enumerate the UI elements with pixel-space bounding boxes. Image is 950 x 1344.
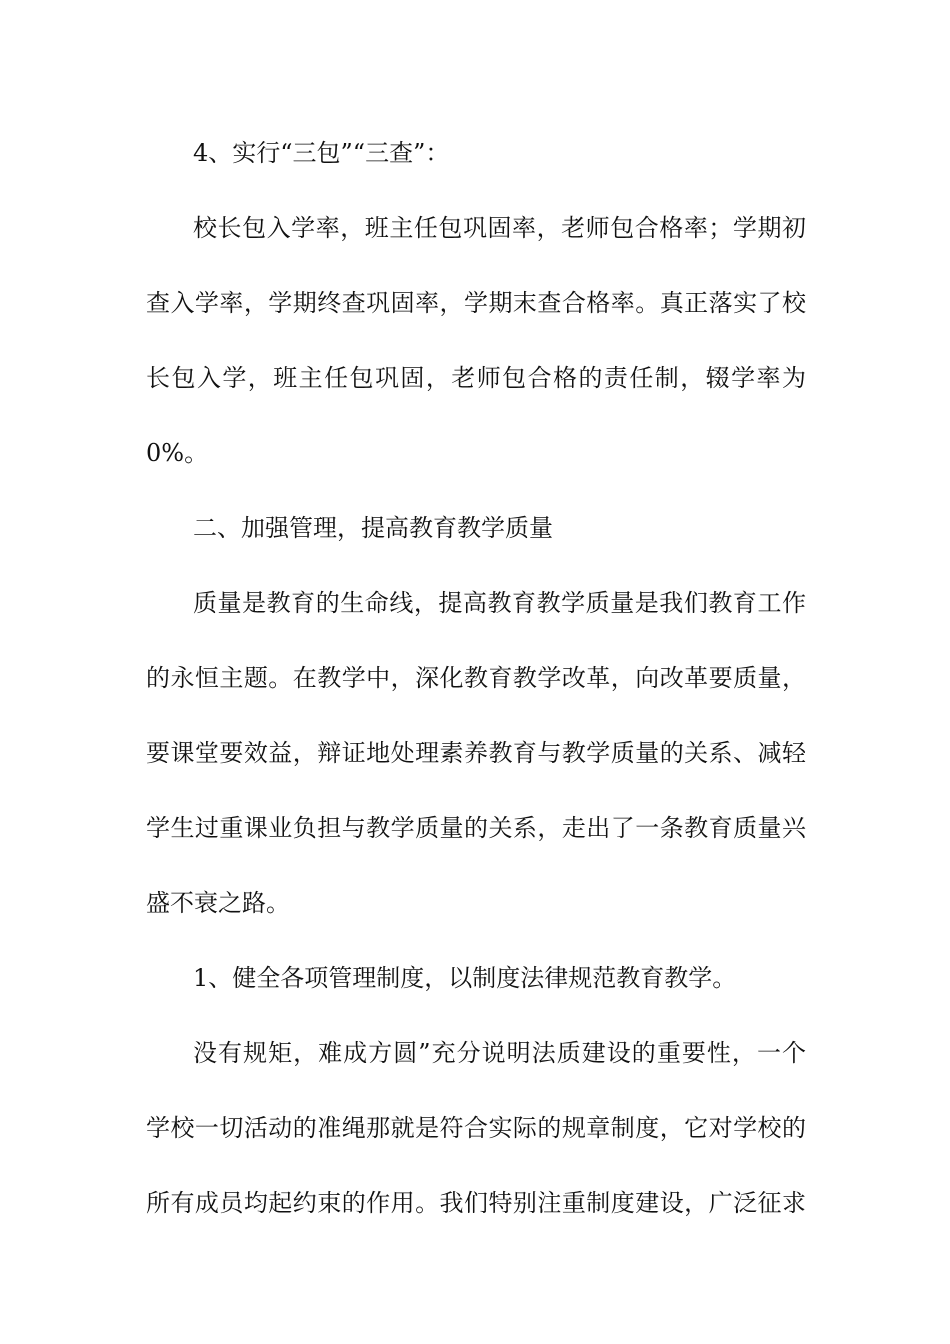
- paragraph-line: 所有成员均起约束的作用。我们特别注重制度建设，广泛征求: [146, 1189, 806, 1217]
- subheading-three-packages: 4、实行“三包”“三查”：: [193, 139, 450, 167]
- paragraph-line: 要课堂要效益，辩证地处理素养教育与教学质量的关系、减轻: [146, 739, 806, 767]
- paragraph-line: 没有规矩，难成方圆”充分说明法质建设的重要性，一个: [193, 1039, 806, 1067]
- paragraph-line: 盛不衰之路。: [146, 889, 290, 917]
- paragraph-line: 的永恒主题。在教学中，深化教育教学改革，向改革要质量，: [146, 664, 806, 692]
- paragraph-line: 0%。: [146, 439, 209, 467]
- subheading-management-system: 1、健全各项管理制度，以制度法律规范教育教学。: [193, 964, 737, 992]
- paragraph-line: 质量是教育的生命线，提高教育教学质量是我们教育工作: [193, 589, 806, 617]
- section-heading: 二、加强管理，提高教育教学质量: [193, 514, 553, 542]
- paragraph-line: 长包入学，班主任包巩固，老师包合格的责任制，辍学率为: [146, 364, 806, 392]
- paragraph-line: 查入学率，学期终查巩固率，学期末查合格率。真正落实了校: [146, 289, 806, 317]
- paragraph-line: 学校一切活动的准绳那就是符合实际的规章制度，它对学校的: [146, 1114, 806, 1142]
- paragraph-line: 校长包入学率，班主任包巩固率，老师包合格率；学期初: [193, 214, 806, 242]
- paragraph-line: 学生过重课业负担与教学质量的关系，走出了一条教育质量兴: [146, 814, 806, 842]
